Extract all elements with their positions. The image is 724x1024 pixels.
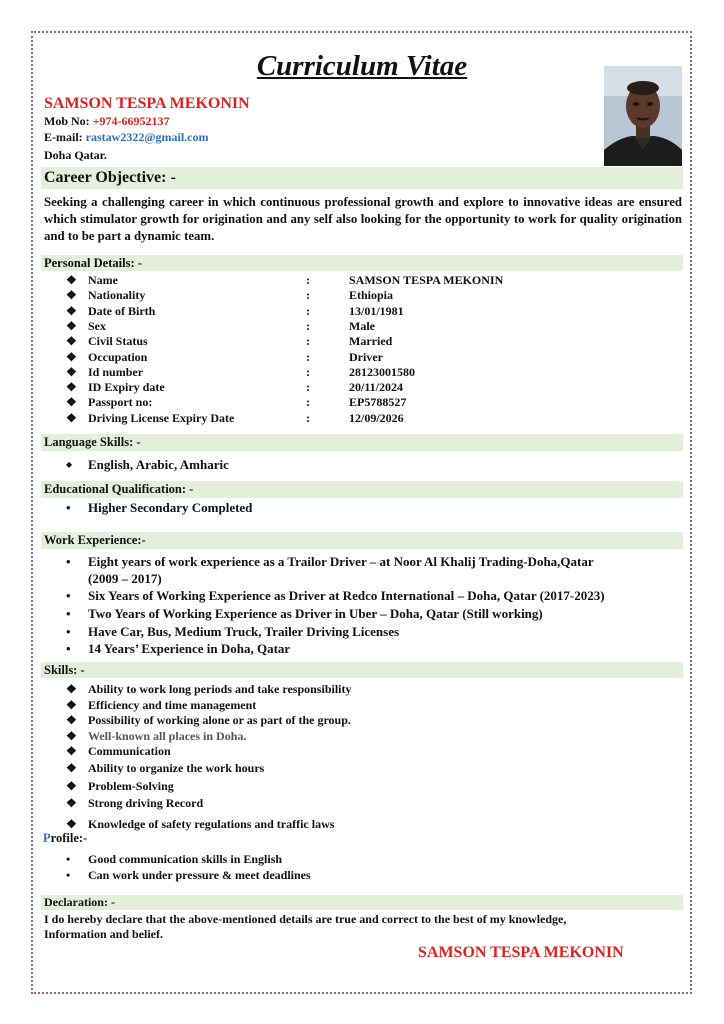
personal-detail-row xyxy=(66,395,666,410)
email-line xyxy=(44,129,208,145)
skill-text: Possibility of working alone or as part of the group. xyxy=(88,713,351,727)
mobile-label: Mob No: xyxy=(44,114,90,128)
bullet-icon: ❖ xyxy=(66,288,77,303)
bullet-icon: ❖ xyxy=(66,817,77,831)
bullet-icon: ❖ xyxy=(66,779,77,793)
detail-separator: : xyxy=(306,410,310,425)
detail-value: 28123001580 xyxy=(349,364,415,379)
detail-label: ID Expiry date xyxy=(88,380,165,395)
detail-value: 20/11/2024 xyxy=(349,380,404,395)
bullet-icon: ❖ xyxy=(66,349,77,364)
language-skills-heading: Language Skills: - xyxy=(41,434,683,451)
detail-label: Date of Birth xyxy=(88,303,156,318)
detail-value: 13/01/1981 xyxy=(349,303,404,318)
detail-separator: : xyxy=(306,395,310,410)
bullet-icon: ❖ xyxy=(66,698,77,712)
skill-text: Well-known all places in Doha. xyxy=(88,729,247,743)
bullet-icon: ❖ xyxy=(66,761,77,775)
personal-detail-row xyxy=(66,380,666,395)
education-heading: Educational Qualification: - xyxy=(41,481,683,498)
bullet-icon: ❖ xyxy=(66,334,77,349)
bullet-icon: ❖ xyxy=(66,744,77,758)
detail-separator: : xyxy=(306,318,310,333)
detail-label: Passport no: xyxy=(88,395,153,410)
bullet-icon: ❖ xyxy=(66,713,77,727)
detail-value: EP5788527 xyxy=(349,395,407,410)
detail-value: Ethiopia xyxy=(349,288,394,303)
skill-text: Communication xyxy=(88,744,171,758)
personal-details-heading: Personal Details: - xyxy=(41,255,683,271)
detail-label: Name xyxy=(88,273,118,287)
skill-text: Efficiency and time management xyxy=(88,698,257,712)
bullet-icon: ❖ xyxy=(66,729,77,743)
career-objective-text: Seeking a challenging career in which continuous professional growth and explore to innovative ideas are ensured which stimulator growth for origination and any self also looking for the opportunity to work for quality origination and to be part a dynamic team. xyxy=(44,195,682,243)
declaration-heading: Declaration: - xyxy=(41,895,683,910)
detail-separator: : xyxy=(306,273,310,287)
bullet-icon: ❖ xyxy=(66,796,77,810)
bullet-icon: ❖ xyxy=(66,303,77,318)
detail-separator: : xyxy=(306,380,310,395)
candidate-name: SAMSON TESPA MEKONIN xyxy=(44,95,250,112)
mobile-line xyxy=(44,113,170,129)
personal-detail-row xyxy=(66,365,666,380)
detail-label: Driving License Expiry Date xyxy=(88,410,235,425)
email-link[interactable]: rastaw2322@gmail.com xyxy=(85,130,209,144)
personal-detail-row xyxy=(66,304,666,319)
detail-separator: : xyxy=(306,288,310,303)
bullet-icon: ❖ xyxy=(66,273,77,287)
bullet-icon: ❖ xyxy=(66,410,77,425)
personal-detail-row xyxy=(66,411,666,426)
mobile-number: +974-66952137 xyxy=(92,114,170,128)
signature-name: SAMSON TESPA MEKONIN xyxy=(418,944,624,961)
detail-separator: : xyxy=(306,349,310,364)
bullet-icon: ❖ xyxy=(66,682,77,696)
bullet-icon: ❖ xyxy=(66,318,77,333)
detail-label: Occupation xyxy=(88,349,148,364)
profile-heading: Profile:- xyxy=(43,831,88,845)
detail-label: Nationality xyxy=(88,288,146,303)
detail-value: SAMSON TESPA MEKONIN xyxy=(349,273,504,287)
personal-detail-row xyxy=(66,350,666,365)
personal-detail-row xyxy=(66,288,666,303)
bullet-icon: ❖ xyxy=(66,395,77,410)
bullet-icon: ❖ xyxy=(66,380,77,395)
personal-detail-row xyxy=(66,273,666,288)
detail-label: Civil Status xyxy=(88,334,148,349)
personal-detail-row xyxy=(66,319,666,334)
detail-value: 12/09/2026 xyxy=(349,410,404,425)
detail-separator: : xyxy=(306,334,310,349)
skill-text: Strong driving Record xyxy=(88,796,204,810)
detail-separator: : xyxy=(306,303,310,318)
email-label: E-mail: xyxy=(44,130,83,144)
skill-text: Ability to work long periods and take responsibility xyxy=(88,682,352,696)
detail-value: Male xyxy=(349,318,375,333)
document-title: Curriculum Vitae xyxy=(256,50,468,82)
detail-value: Driver xyxy=(349,349,383,364)
bullet-icon: ❖ xyxy=(66,364,77,379)
detail-separator: : xyxy=(306,364,310,379)
skill-text: Ability to organize the work hours xyxy=(88,761,265,775)
work-experience-heading: Work Experience:- xyxy=(41,532,683,549)
location: Doha Qatar. xyxy=(44,148,107,162)
declaration-text-line2: Information and belief. xyxy=(44,927,164,941)
profile-photo xyxy=(604,66,682,166)
skills-heading: Skills: - xyxy=(41,662,683,678)
skill-text: Knowledge of safety regulations and traffic laws xyxy=(88,817,335,831)
career-objective-heading: Career Objective: - xyxy=(41,167,683,189)
declaration-text-line1: I do hereby declare that the above-mentioned details are true and correct to the best of my knowledge, xyxy=(44,912,567,926)
detail-label: Sex xyxy=(88,318,106,333)
skill-text: Problem-Solving xyxy=(88,779,174,793)
personal-detail-row xyxy=(66,334,666,349)
detail-value: Married xyxy=(349,334,393,349)
detail-label: Id number xyxy=(88,364,144,379)
